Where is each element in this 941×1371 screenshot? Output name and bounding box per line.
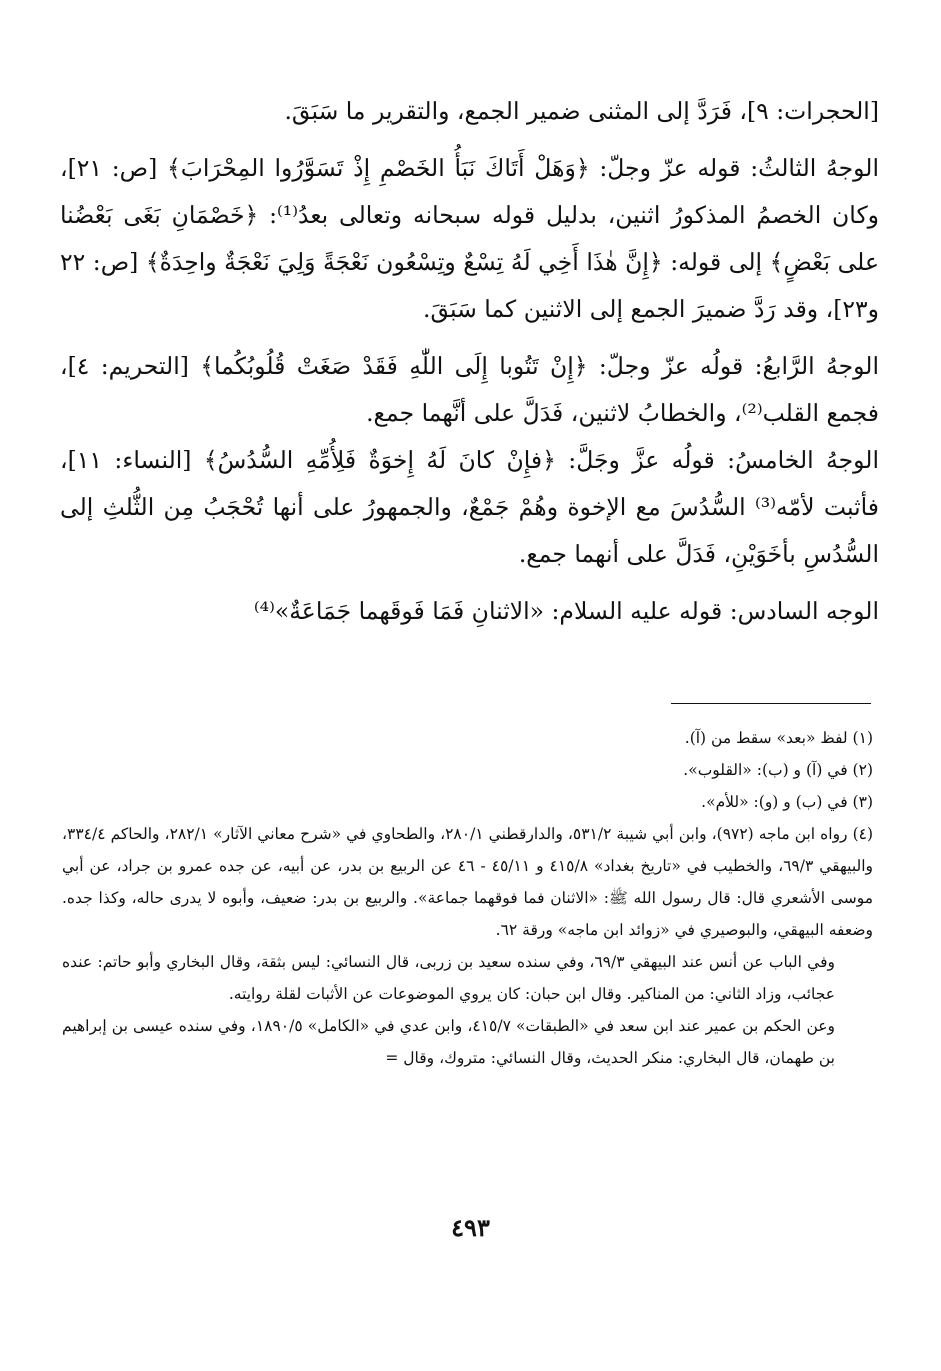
paragraph-sixth-aspect: الوجه السادس: قوله عليه السلام: «الاثنانِ فَمَا فَوقَهما جَمَاعَةٌ»⁽⁴⁾ — [253, 597, 879, 625]
footnote-separator — [671, 703, 871, 704]
paragraph-third-aspect: الوجهُ الثالثُ: قوله عزّ وجلّ: ﴿وَهَلْ أَتَاكَ نَبَأُ الخَصْمِ إِذْ تَسَوَّرُوا المِحْرَابَ﴾ [ص: ٢١]، وكان الخصمُ المذكورُ اثنين، بدليل قوله سبحانه وتعالى بعدُ⁽¹⁾: ﴿خَصْمَانِ بَغَى بَعْضُنا على بَعْضٍ﴾ إلى قوله: ﴿إِنَّ هٰذَا أَخِي لَهُ تِسْعٌ وتِسْعُون نَعْجَةً وَلِيَ نَعْجَةٌ واحِدَةٌ﴾ [ص: ٢٢ و٢٣]، وقد رَدَّ ضميرَ الجمع إلى الاثنين كما سَبَقَ. — [60, 154, 879, 323]
footnote-4-anas: وفي الباب عن أنس عند البيهقي ٦٩/٣، وفي سنده سعيد بن زربى، قال النسائي: ليس بثقة، وقال البخاري وأبو حاتم: عنده عجائب، وزاد الثاني: من المناكير. وقال ابن حبان: كان يروي الموضوعات عن الأثبات لقلة روايته. — [62, 953, 835, 1003]
page-number: ٤٩٣ — [451, 1213, 490, 1242]
paragraph-fifth-aspect: الوجهُ الخامسُ: قولُه عزَّ وجَلَّ: ﴿فإِنْ كانَ لَهُ إِخوَةٌ فَلِأُمِّهِ السُّدُسُ﴾ [النساء: ١١]، فأثبت لأمّه⁽³⁾ السُّدُسَ مع الإخوة وهُمْ جَمْعٌ، والجمهورُ على أنها تُحْجَبُ مِن الثُّلثِ إلى السُّدُسِ بأخَوَيْنِ، فَدَلَّ على أنهما جمع. — [60, 446, 880, 568]
footnote-4-hakam: وعن الحكم بن عمير عند ابن سعد في «الطبقات» ٤١٥/٧، وابن عدي في «الكامل» ١٨٩٠/٥، وفي سنده عيسى بن إبراهيم بن طهمان، قال البخاري: منكر الحديث، وقال النسائي: متروك، وقال = — [62, 1017, 835, 1067]
footnotes — [62, 722, 873, 1074]
footnote-1: (١) لفظ «بعد» سقط من (آ). — [684, 729, 873, 747]
paragraph-hujurat-conclusion: [الحجرات: ٩]، فَرَدَّ إلى المثنى ضمير الجمع، والتقرير ما سَبَقَ. — [284, 97, 879, 125]
paragraph-fourth-aspect: الوجهُ الرَّابعُ: قولُه عزّ وجلّ: ﴿إِنْ تَتُوبا إِلَى اللّٰهِ فَقَدْ صَغَتْ قُلُوبُكُما﴾ [التحريم: ٤]، فجمع القلب⁽²⁾، والخطابُ لاثنين، فَدَلَّ على أنَّهما جمع. — [60, 352, 879, 427]
footnote-3: (٣) في (ب) و (و): «للأم». — [701, 793, 873, 811]
footnote-2: (٢) في (آ) و (ب): «القلوب». — [683, 761, 873, 779]
footnote-4: (٤) رواه ابن ماجه (٩٧٢)، وابن أبي شيبة ٥٣١/٢، والدارقطني ٢٨٠/١، والطحاوي في «شرح معاني الآثار» ٢٨٢/١، والحاكم ٣٣٤/٤، والبيهقي ٦٩/٣، والخطيب في «تاريخ بغداد» ٤١٥/٨ و ٤٥/١١ - ٤٦ عن الربيع بن بدر، عن أبيه، عن جده عمرو بن جراد، عن أبي موسى الأشعري قال: قال رسول الله ﷺ: «الاثنان فما فوقهما جماعة». والربيع بن بدر: ضعيف، وأبوه لا يدرى حاله، وكذا جده. وضعفه البيهقي، والبوصيري في «زوائد ابن ماجه» ورقة ٦٢. — [62, 825, 874, 939]
main-text — [60, 88, 879, 635]
